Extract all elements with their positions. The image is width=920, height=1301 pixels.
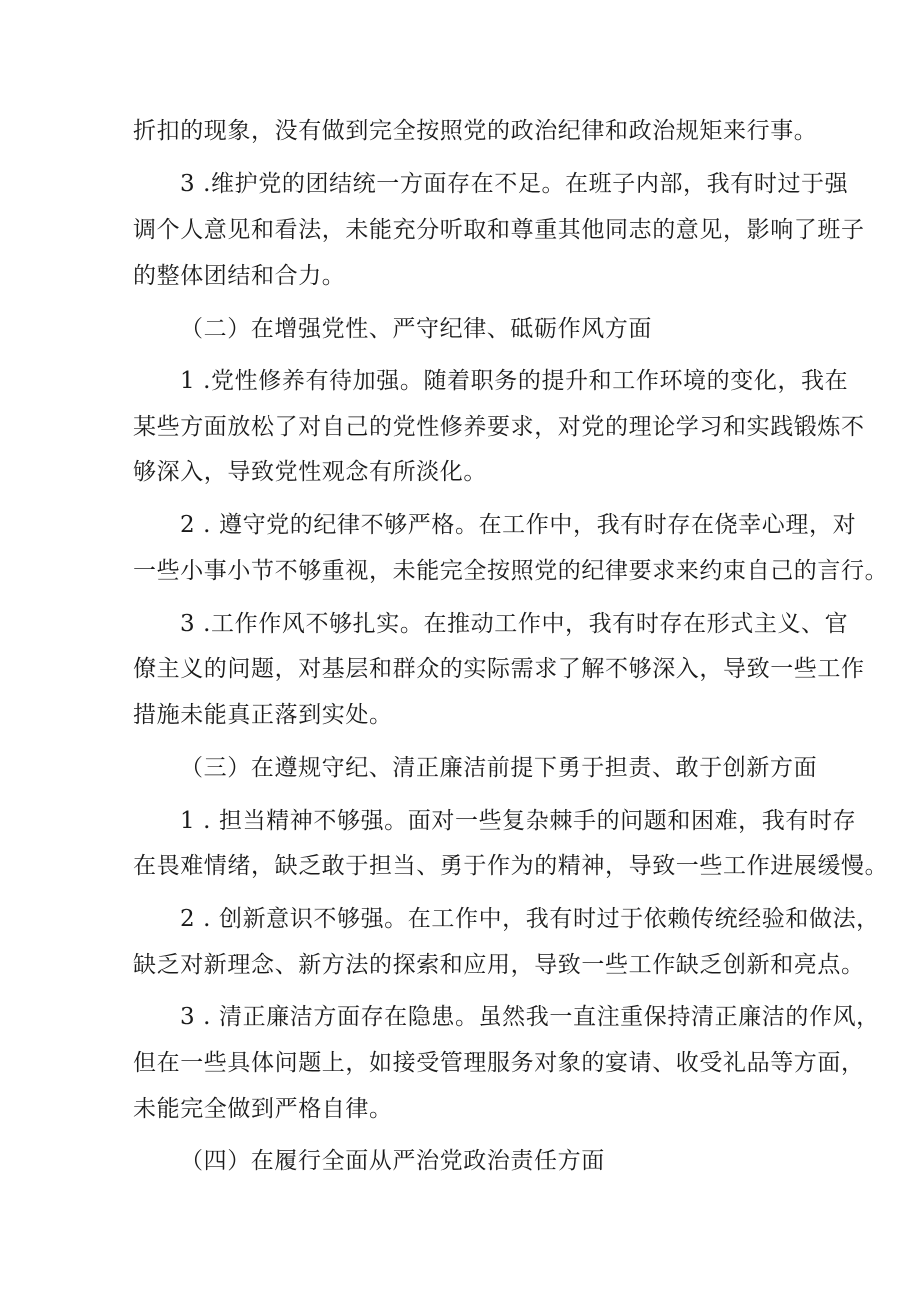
paragraph-line: 僚主义的问题，对基层和群众的实际需求了解不够深入，导致一些工作 xyxy=(133,656,865,682)
paragraph-line: 一些小事小节不够重视，未能完全按照党的纪律要求来约束自己的言行。 xyxy=(133,558,889,584)
section-heading: （二）在增强党性、严守纪律、砥砺作风方面 xyxy=(180,316,652,342)
paragraph-line: 够深入，导致党性观念有所淡化。 xyxy=(133,459,487,485)
paragraph-line: 2 . 遵守党的纪律不够严格。在工作中，我有时存在侥幸心理，对 xyxy=(180,512,857,538)
section-heading: （三）在遵规守纪、清正廉洁前提下勇于担责、敢于创新方面 xyxy=(180,755,818,781)
paragraph-line: 3 .维护党的团结统一方面存在不足。在班子内部，我有时过于强 xyxy=(180,171,849,197)
paragraph-line: 1 .党性修养有待加强。随着职务的提升和工作环境的变化，我在 xyxy=(180,368,849,394)
paragraph-line: 未能完全做到严格自律。 xyxy=(133,1096,393,1122)
paragraph-line: 折扣的现象，没有做到完全按照党的政治纪律和政治规矩来行事。 xyxy=(133,118,818,144)
paragraph-line: 某些方面放松了对自己的党性修养要求，对党的理论学习和实践锻炼不 xyxy=(133,414,865,440)
paragraph-line: 调个人意见和看法，未能充分听取和尊重其他同志的意见，影响了班子 xyxy=(133,217,865,243)
paragraph-line: 缺乏对新理念、新方法的探索和应用，导致一些工作缺乏创新和亮点。 xyxy=(133,952,865,978)
paragraph-line: 措施未能真正落到实处。 xyxy=(133,702,393,728)
paragraph-line: 3 .工作作风不够扎实。在推动工作中，我有时存在形式主义、官 xyxy=(180,611,849,637)
paragraph-line: 的整体团结和合力。 xyxy=(133,263,346,289)
paragraph-line: 1 . 担当精神不够强。面对一些复杂棘手的问题和困难，我有时存 xyxy=(180,808,857,834)
paragraph-line: 3 . 清正廉洁方面存在隐患。虽然我一直注重保持清正廉洁的作风， xyxy=(180,1004,880,1030)
paragraph-line: 在畏难情绪，缺乏敢于担当、勇于作为的精神，导致一些工作进展缓慢。 xyxy=(133,853,889,879)
section-heading: （四）在履行全面从严治党政治责任方面 xyxy=(180,1148,605,1174)
paragraph-line: 但在一些具体问题上，如接受管理服务对象的宴请、收受礼品等方面， xyxy=(133,1050,865,1076)
paragraph-line: 2 . 创新意识不够强。在工作中，我有时过于依赖传统经验和做法， xyxy=(180,906,880,932)
